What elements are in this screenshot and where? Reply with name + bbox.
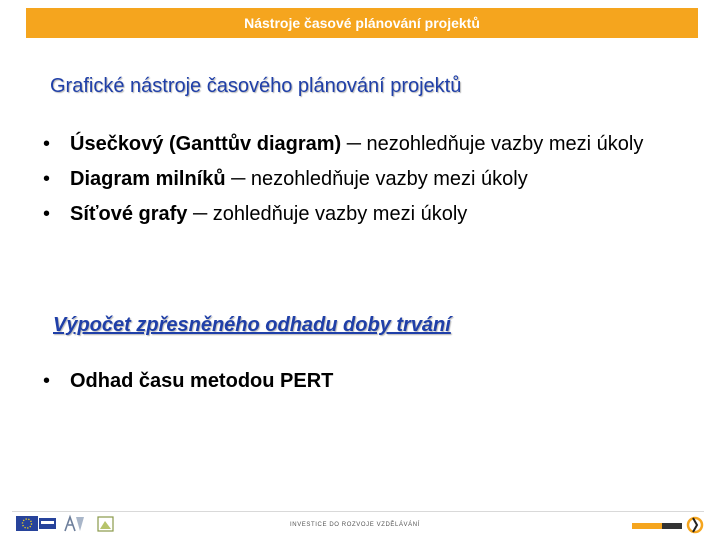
list-item [28,369,668,394]
list-item [28,132,668,157]
list-item-desc: ─ nezohledňuje vazby mezi úkoly [341,133,644,155]
bullet-icon: • [43,133,51,155]
list-item-term: Diagram milníků [70,168,226,190]
graphic-tools-list [28,132,668,227]
estimate-list [28,369,668,394]
list-item-desc: ─ nezohledňuje vazby mezi úkoly [225,168,528,190]
list-item-desc: ─ zohledňuje vazby mezi úkoly [187,203,468,225]
list-item [28,167,668,192]
list-item [28,202,668,227]
page-header-title: Nástroje časové plánování projektů [244,15,480,31]
footer-divider [12,511,704,512]
op-logo [96,513,116,535]
bullet-icon: • [43,203,51,225]
msmt-logo [62,513,88,535]
bullet-icon: • [43,370,51,392]
header-bar [26,8,698,38]
section-title-graphic-tools: Grafické nástroje časového plánování projektů [50,75,462,97]
bullet-icon: • [43,168,51,190]
list-item-text: Odhad času metodou PERT [70,370,334,392]
list-item-term: Síťové grafy [70,203,188,225]
project-logo [632,515,704,535]
list-item-term: Úsečkový (Ganttův diagram) [70,133,342,155]
footer-text: INVESTICE DO ROZVOJE VZDĚLÁVÁNÍ [290,522,420,528]
section-title-estimate: Výpočet zpřesněného odhadu doby trvání [53,314,451,336]
eu-flag-logo [16,513,58,535]
